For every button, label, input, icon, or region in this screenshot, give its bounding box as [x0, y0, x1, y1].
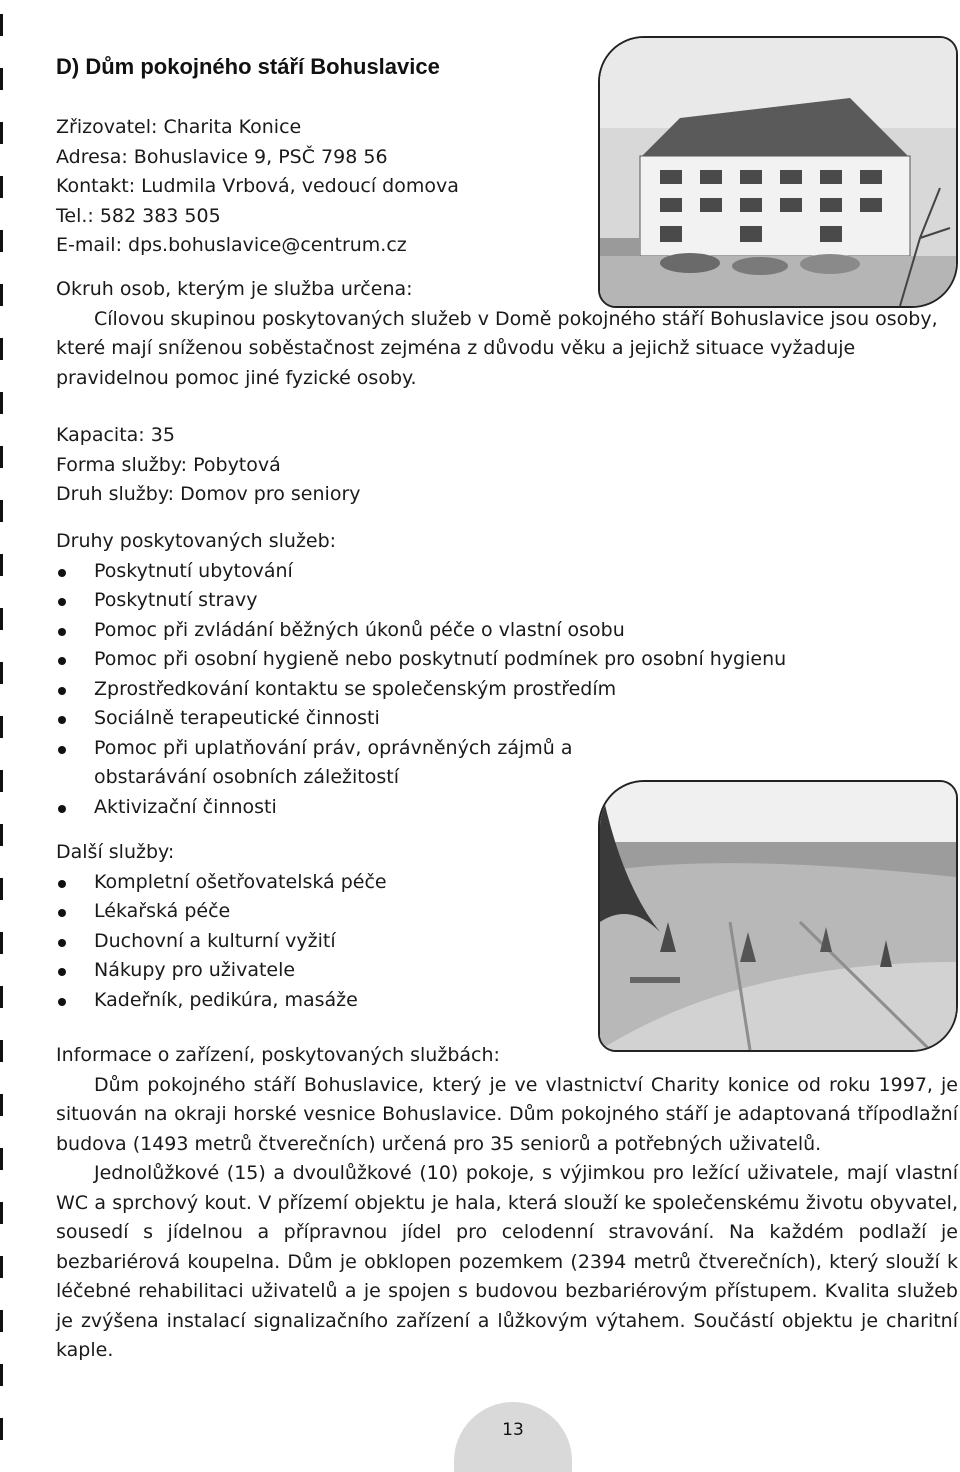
- list-item: Lékařská péče: [56, 897, 958, 927]
- services-section: [56, 527, 958, 822]
- facility-info-paragraph: Jednolůžkové (15) a dvoulůžkové (10) pokoje, s výjimkou pro ležící uživatele, mají vlastní WC a sprchový kout. V přízemí objektu je hala, která slouží ke společenskému životu obyvatel, sousedí s jídelnou a přípravnou jídel pro celodenní stravování. Na každém podlaží je bezbariérová koupelna. Dům je obklopen pozemkem (2394 metrů čtverečních), který slouží k léčebné rehabilitaci uživatelů a je spojen s budovou bezbariérovým přístupem. Kvalita služeb je zvýšena instalací signalizačního zařízení a lůžkovým výtahem. Součástí objektu je charitní kaple.: [56, 1162, 958, 1361]
- list-item: Duchovní a kulturní vyžití: [56, 927, 958, 957]
- section-title: D) Dům pokojného stáří Bohuslavice: [56, 54, 440, 79]
- list-item: Nákupy pro uživatele: [56, 956, 958, 986]
- target-group-section: [56, 275, 958, 393]
- capacity-line: Kapacita: 35: [56, 424, 175, 446]
- building-photo: [598, 36, 958, 308]
- list-item: Pomoc při uplatňování práv, oprávněných zájmů a obstarávání osobních záležitostí: [56, 734, 654, 793]
- contact-person-line: Kontakt: Ludmila Vrbová, vedoucí domova: [56, 175, 459, 197]
- phone-line: Tel.: 582 383 505: [56, 204, 221, 227]
- list-item: Zprostředkování kontaktu se společenským prostředím: [56, 675, 958, 705]
- list-item: Kompletní ošetřovatelská péče: [56, 868, 958, 898]
- list-item: Aktivizační činnosti: [56, 793, 958, 823]
- target-group-text: Cílovou skupinou poskytovaných služeb v Domě pokojného stáří Bohuslavice jsou osoby, které mají sníženou soběstačnost zejména z důvodu věku a jejichž situace vyžaduje pravidelnou pomoc jiné fyzické osoby.: [56, 307, 938, 389]
- services-heading: Druhy poskytovaných služeb:: [56, 530, 337, 552]
- facility-info-section: [56, 1041, 958, 1366]
- email-line: E-mail: dps.bohuslavice@centrum.cz: [56, 234, 407, 256]
- list-item: Poskytnutí ubytování: [56, 557, 958, 587]
- other-services-list: [56, 868, 958, 1016]
- list-item: Pomoc při zvládání běžných úkonů péče o vlastní osobu: [56, 616, 958, 646]
- other-services-section: [56, 838, 958, 1015]
- capacity-section: [56, 421, 958, 510]
- list-item: Pomoc při osobní hygieně nebo poskytnutí podmínek pro osobní hygienu: [56, 645, 958, 675]
- facility-info-heading: Informace o zařízení, poskytovaných službách:: [56, 1044, 500, 1066]
- list-item: Kadeřník, pedikúra, masáže: [56, 986, 958, 1016]
- page-number: 13: [502, 1420, 524, 1440]
- service-form-line: Forma služby: Pobytová: [56, 453, 281, 476]
- other-services-heading: Další služby:: [56, 841, 175, 863]
- service-type-line: Druh služby: Domov pro seniory: [56, 483, 361, 505]
- founder-line: Zřizovatel: Charita Konice: [56, 116, 302, 138]
- list-item: Sociálně terapeutické činnosti: [56, 704, 958, 734]
- address-line: Adresa: Bohuslavice 9, PSČ 798 56: [56, 145, 388, 168]
- contact-block: [56, 113, 576, 261]
- list-item: Poskytnutí stravy: [56, 586, 958, 616]
- binding-marks: [0, 0, 6, 1459]
- facility-info-paragraph: Dům pokojného stáří Bohuslavice, který je ve vlastnictví Charity konice od roku 1997, je situován na okraji horské vesnice Bohuslavice. Dům pokojného stáří je adaptovaná třípodlažní budova (1493 metrů čtverečních) určená pro 35 seniorů a potřebných uživatelů.: [56, 1073, 958, 1155]
- target-group-heading: Okruh osob, kterým je služba určena:: [56, 278, 413, 300]
